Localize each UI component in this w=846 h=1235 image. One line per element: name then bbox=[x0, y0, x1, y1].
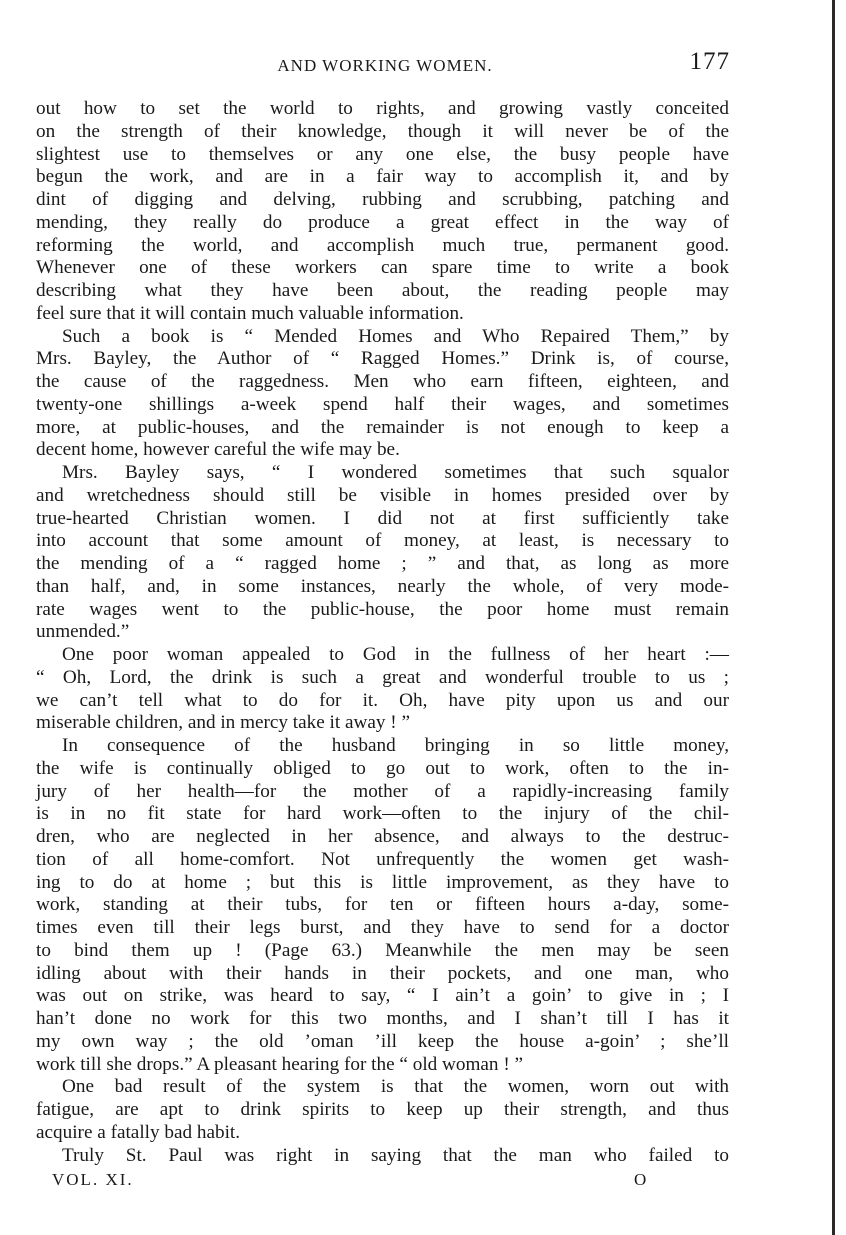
text-line: fatigue, are apt to drink spirits to keep up their strength, and thus bbox=[36, 1099, 729, 1120]
page-edge-rule bbox=[832, 0, 835, 1235]
volume-signature: VOL. XI. bbox=[52, 1170, 134, 1189]
text-line: times even till their legs burst, and they have to send for a doctor bbox=[36, 917, 729, 938]
text-line: was out on strike, was heard to say, “ I ain’t a goin’ to give in ; I bbox=[36, 985, 729, 1007]
text-line: idling about with their hands in their pockets, and one man, who bbox=[36, 962, 729, 984]
text-line: ing to do at home ; but this is little improvement, as they have to bbox=[36, 871, 729, 893]
text-line: the cause of the raggedness. Men who earn fifteen, eighteen, and bbox=[36, 371, 729, 392]
text-line: Mrs. Bayley, the Author of “ Ragged Homes.” Drink is, of course, bbox=[36, 348, 729, 370]
running-title: AND WORKING WOMEN. bbox=[277, 56, 493, 75]
text-line: Whenever one of these workers can spare time to write a book bbox=[36, 257, 729, 279]
text-line: “ Oh, Lord, the drink is such a great and wonderful trouble to us ; bbox=[36, 666, 729, 688]
page-footer bbox=[52, 1170, 652, 1194]
text-line: is in no fit state for hard work—often to the injury of the chil- bbox=[36, 803, 729, 825]
text-line: than half, and, in some instances, nearly the whole, of very mode- bbox=[36, 575, 729, 597]
text-line: unmended.” bbox=[36, 621, 130, 643]
text-line: han’t done no work for this two months, and I shan’t till I has it bbox=[36, 1008, 729, 1029]
signature-letter: O bbox=[634, 1170, 649, 1189]
text-line: we can’t tell what to do for it. Oh, have pity upon us and our bbox=[36, 689, 729, 711]
text-line: slightest use to themselves or any one else, the busy people have bbox=[36, 143, 729, 165]
text-line: my own way ; the old ’oman ’ill keep the house a-goin’ ; she’ll bbox=[36, 1030, 729, 1052]
text-line: out how to set the world to rights, and growing vastly conceited bbox=[36, 98, 729, 119]
page-header bbox=[40, 48, 730, 78]
text-line: the mending of a “ ragged home ; ” and that, as long as more bbox=[36, 553, 729, 574]
text-line: twenty-one shillings a-week spend half their wages, and sometimes bbox=[36, 393, 729, 415]
text-line: decent home, however careful the wife may be. bbox=[36, 439, 400, 461]
text-line: One bad result of the system is that the women, worn out with bbox=[62, 1076, 729, 1098]
text-line: work, standing at their tubs, for ten or fifteen hours a-day, some- bbox=[36, 894, 729, 916]
text-line: One poor woman appealed to God in the fullness of her heart :— bbox=[62, 644, 729, 665]
body-text bbox=[36, 98, 729, 1167]
text-line: In consequence of the husband bringing in so little money, bbox=[62, 735, 729, 756]
text-line: on the strength of their knowledge, though it will never be of the bbox=[36, 120, 729, 142]
text-line: to bind them up ! (Page 63.) Meanwhile the men may be seen bbox=[36, 939, 729, 961]
text-line: into account that some amount of money, at least, is necessary to bbox=[36, 530, 729, 552]
text-line: Truly St. Paul was right in saying that the man who failed to bbox=[62, 1144, 729, 1166]
page-number: 177 bbox=[689, 48, 730, 75]
text-line: the wife is continually obliged to go out to work, often to the in- bbox=[36, 757, 729, 779]
text-line: true-hearted Christian women. I did not at first sufficiently take bbox=[36, 507, 729, 529]
text-line: Such a book is “ Mended Homes and Who Repaired Them,” by bbox=[62, 325, 729, 347]
text-line: acquire a fatally bad habit. bbox=[36, 1121, 241, 1143]
text-line: describing what they have been about, the reading people may bbox=[36, 280, 729, 301]
text-line: feel sure that it will contain much valuable information. bbox=[36, 302, 464, 324]
text-line: more, at public-houses, and the remainder is not enough to keep a bbox=[36, 416, 729, 438]
text-line: begun the work, and are in a fair way to accomplish it, and by bbox=[36, 166, 729, 188]
text-line: dren, who are neglected in her absence, and always to the destruc- bbox=[36, 826, 729, 847]
text-line: Mrs. Bayley says, “ I wondered sometimes that such squalor bbox=[62, 462, 729, 483]
text-line: dint of digging and delving, rubbing and scrubbing, patching and bbox=[36, 189, 729, 210]
text-line: jury of her health—for the mother of a rapidly-increasing family bbox=[36, 780, 729, 802]
text-line: miserable children, and in mercy take it away ! ” bbox=[36, 712, 410, 734]
text-line: mending, they really do produce a great effect in the way of bbox=[36, 211, 729, 233]
text-line: rate wages went to the public-house, the poor home must remain bbox=[36, 598, 729, 620]
text-line: work till she drops.” A pleasant hearing for the “ old woman ! ” bbox=[36, 1053, 524, 1075]
text-line: tion of all home-comfort. Not unfrequently the women get wash- bbox=[36, 848, 729, 870]
text-line: reforming the world, and accomplish much true, permanent good. bbox=[36, 234, 729, 256]
text-line: and wretchedness should still be visible in homes presided over by bbox=[36, 484, 729, 506]
